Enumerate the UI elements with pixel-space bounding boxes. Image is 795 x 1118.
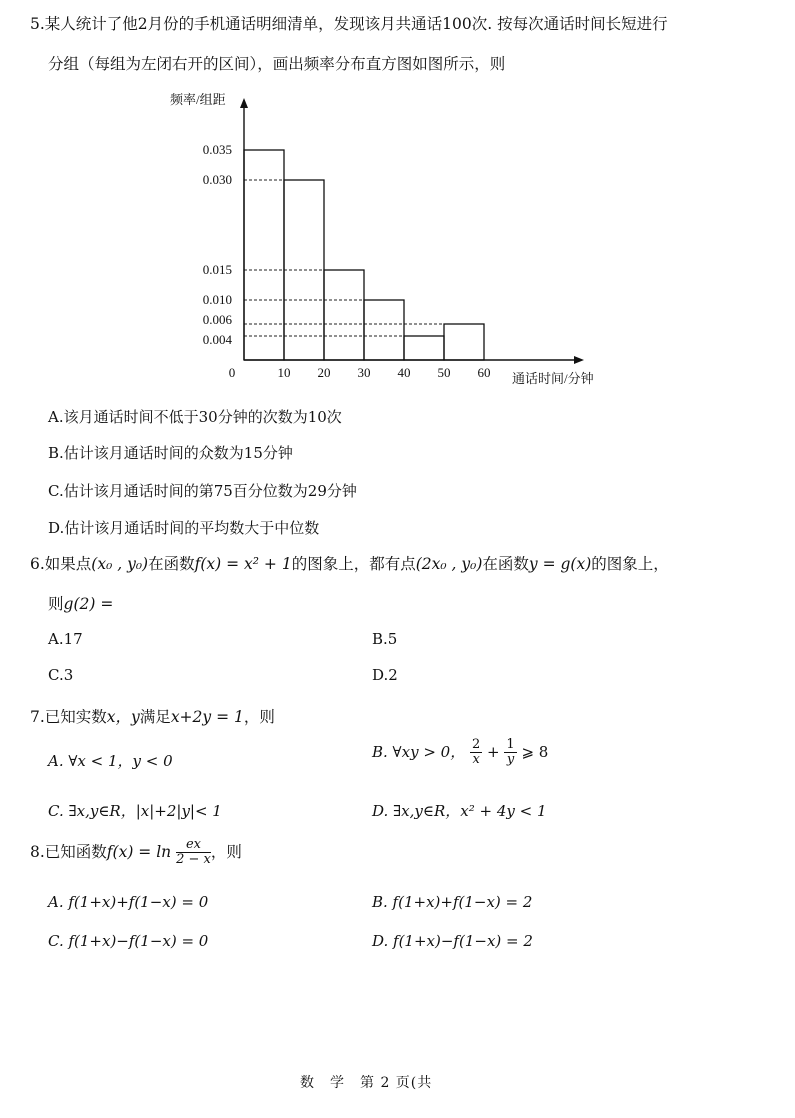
- q8-option-c: C. f(1+x)−f(1−x) = 0: [48, 932, 209, 950]
- q6-stem-line2: [48, 592, 113, 614]
- histogram-bar-40-50: [404, 336, 444, 360]
- q8-func: f(x) = ln: [106, 842, 172, 861]
- x-axis-label: 通话时间/分钟: [512, 371, 594, 386]
- q8-fraction: [176, 838, 211, 868]
- x-tick-label-30: 30: [357, 365, 371, 380]
- q7-option-b-post: ⩾ 8: [521, 742, 549, 761]
- y-tick-label-0.035: 0.035: [202, 142, 232, 157]
- q7-text-b: 满足: [139, 708, 171, 726]
- y-axis-arrow-icon: [240, 98, 248, 108]
- q7-option-b-pre: B. ∀xy > 0，: [372, 742, 466, 761]
- q7-vars: x，y: [106, 708, 140, 726]
- q8-option-a: A. f(1+x)+f(1−x) = 0: [48, 893, 209, 911]
- q7-option-c: C. ∃x,y∈R，|x|+2|y|< 1: [48, 802, 222, 820]
- q6-g2: g(2) =: [63, 595, 114, 613]
- q6-text-then: 则: [48, 595, 64, 613]
- y-tick-label-0.030: 0.030: [202, 172, 232, 187]
- q8-option-d: D. f(1+x)−f(1−x) = 2: [372, 932, 533, 950]
- x-axis-arrow-icon: [574, 356, 584, 364]
- histogram-bar-30-40: [364, 300, 404, 360]
- q6-option-b: B.5: [372, 630, 398, 648]
- q6-point2: (2x₀ , y₀): [415, 555, 483, 573]
- q6-func2: y = g(x): [528, 555, 592, 573]
- histogram-bar-50-60: [444, 324, 484, 360]
- q5-option-d: D.估计该月通话时间的平均数大于中位数: [48, 519, 320, 537]
- q7-stem: [30, 705, 275, 727]
- q5-option-b: B.估计该月通话时间的众数为15分钟: [48, 444, 293, 462]
- q5-stem-line1: 5.某人统计了他2月份的手机通话明细清单，发现该月共通话100次. 按每次通话时间长短进行: [30, 15, 668, 33]
- x-tick-label-50: 50: [437, 365, 451, 380]
- y-tick-label-0.004: 0.004: [202, 332, 232, 347]
- q6-option-d: D.2: [372, 666, 398, 684]
- q6-point1: (x₀ , y₀): [91, 555, 149, 573]
- x-tick-label-20: 20: [317, 365, 331, 380]
- q7-text-c: ，则: [243, 708, 275, 726]
- q5-option-a: A.该月通话时间不低于30分钟的次数为10次: [48, 408, 342, 426]
- histogram-bar-20-30: [324, 270, 364, 360]
- q8-text-a: 8.已知函数: [30, 842, 107, 861]
- y-tick-label-0.010: 0.010: [202, 292, 232, 307]
- x-tick-label-60: 60: [477, 365, 491, 380]
- histogram-bar-0-10: [244, 150, 284, 360]
- q6-option-c: C.3: [48, 666, 74, 684]
- q5-option-c: C.估计该月通话时间的第75百分位数为29分钟: [48, 482, 357, 500]
- x-tick-label-40: 40: [397, 365, 411, 380]
- q6-text-a: 6.如果点: [30, 555, 92, 573]
- q7-option-b: [372, 738, 548, 768]
- q7-option-b-frac2: [504, 738, 516, 768]
- frequency-histogram: [0, 0, 795, 400]
- q7-equation: x+2y = 1: [170, 708, 244, 726]
- frac2-numerator: 1: [506, 737, 515, 752]
- q7-option-b-frac1: [470, 738, 482, 768]
- q6-text-d: 在函数: [482, 555, 529, 573]
- frac2-denominator: y: [506, 752, 515, 768]
- frac1-denominator: x: [472, 752, 480, 768]
- q7-option-d: D. ∃x,y∈R，x² + 4y < 1: [372, 802, 547, 820]
- y-axis-label: 频率/组距: [170, 92, 226, 107]
- q8-denominator: 2 − x: [176, 852, 211, 868]
- q5-stem-line2: 分组（每组为左闭右开的区间），画出频率分布直方图如图所示，则: [48, 55, 506, 73]
- q8-stem: [30, 838, 242, 868]
- q6-option-a: A.17: [48, 630, 83, 648]
- q6-text-e: 的图象上，: [591, 555, 669, 573]
- page-footer: 数 学 第 2 页(共: [300, 1075, 433, 1091]
- q7-option-a: A. ∀x < 1，y < 0: [48, 752, 173, 770]
- q7-text-a: 7.已知实数: [30, 708, 107, 726]
- x-tick-label-0: 0: [228, 365, 236, 380]
- y-tick-label-0.015: 0.015: [202, 262, 232, 277]
- q6-stem-line1: [30, 552, 669, 574]
- q6-text-c: 的图象上，都有点: [291, 555, 416, 573]
- q6-text-b: 在函数: [148, 555, 195, 573]
- q8-option-b: B. f(1+x)+f(1−x) = 2: [372, 893, 533, 911]
- frac1-numerator: 2: [471, 737, 481, 752]
- q7-option-b-plus: +: [487, 742, 500, 761]
- q8-numerator: ex: [176, 838, 211, 853]
- q8-text-b: ，则: [210, 842, 242, 861]
- y-tick-label-0.006: 0.006: [202, 312, 232, 327]
- x-tick-label-10: 10: [277, 365, 291, 380]
- q6-func1: f(x) = x² + 1: [194, 555, 292, 573]
